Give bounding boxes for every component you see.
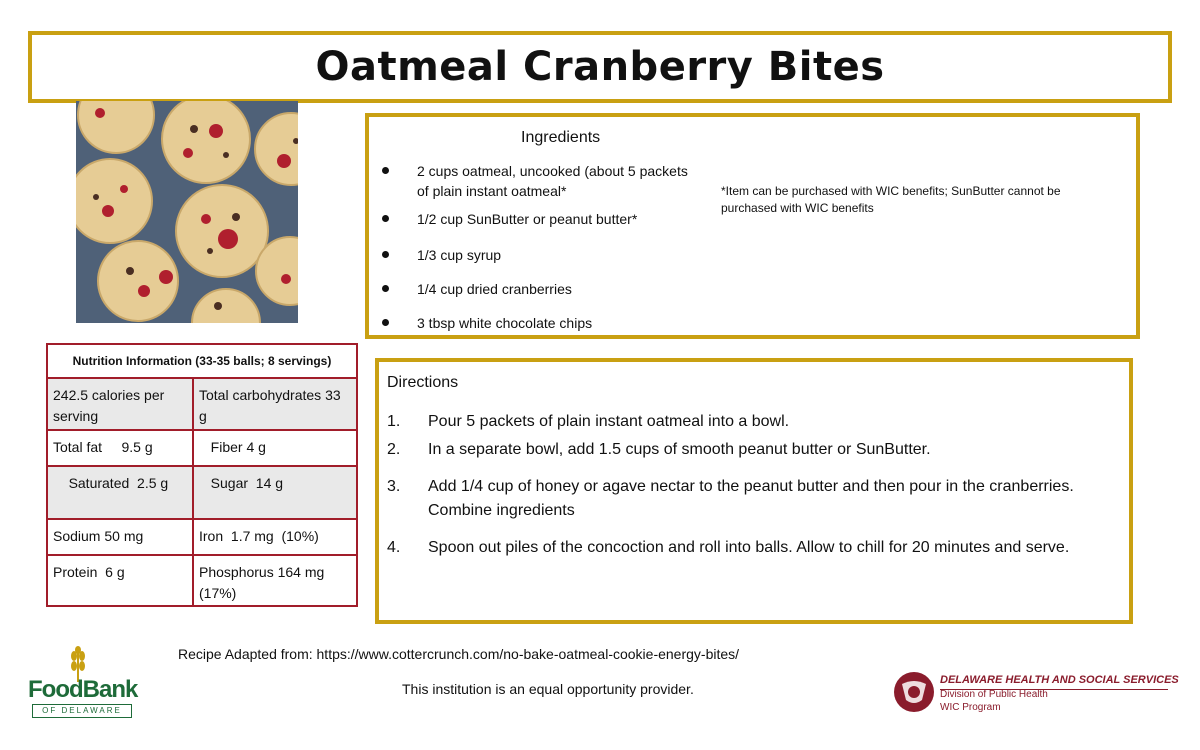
table-cell: Protein 6 g — [48, 556, 194, 605]
table-cell: Sodium 50 mg — [48, 520, 194, 554]
table-cell: Total fat 9.5 g — [48, 431, 194, 465]
ingredient-text: 3 tbsp white chocolate chips — [417, 315, 593, 331]
step-number: 4. — [387, 539, 401, 556]
page-title: Oatmeal Cranberry Bites — [315, 44, 885, 90]
step-number: 3. — [387, 478, 401, 495]
directions-panel — [375, 358, 1133, 624]
dhss-name: DELAWARE HEALTH AND SOCIAL SERVICES — [940, 674, 1179, 686]
foodbank-logo — [28, 646, 136, 718]
table-cell: Total carbohydrates 33 g — [199, 387, 341, 424]
dhss-division: Division of Public Health — [940, 689, 1048, 700]
step-text: In a separate bowl, add 1.5 cups of smooth peanut butter or SunButter. — [428, 441, 931, 458]
title-banner — [28, 31, 1172, 103]
bullet-icon — [382, 215, 389, 222]
ingredient-text: 2 cups oatmeal, uncooked (about 5 packets of plain instant oatmeal* — [417, 163, 688, 199]
ingredient-text: 1/3 cup syrup — [417, 247, 502, 263]
dhss-logo — [892, 668, 1179, 718]
table-row — [48, 556, 356, 605]
foodbank-subtitle: OF DELAWARE — [32, 704, 132, 718]
step-text: Pour 5 packets of plain instant oatmeal into a bowl. — [428, 413, 790, 430]
bullet-icon — [382, 167, 389, 174]
ingredients-heading: Ingredients — [521, 129, 601, 146]
wic-note: *Item can be purchased with WIC benefits; SunButter cannot be purchased with WIC benefits — [721, 184, 1061, 215]
table-row — [48, 467, 356, 520]
nutrition-heading: Nutrition Information (33-35 balls; 8 servings) — [48, 345, 356, 379]
dhss-seal-icon — [892, 670, 936, 714]
step-number: 2. — [387, 441, 401, 458]
recipe-photo — [76, 101, 298, 323]
step-number: 1. — [387, 413, 401, 430]
step-text: Add 1/4 cup of honey or agave nectar to the peanut butter and then pour in the cranberries. Combine ingredients — [428, 478, 1074, 519]
bullet-icon — [382, 251, 389, 258]
table-row — [48, 431, 356, 467]
table-cell: 242.5 calories per serving — [48, 379, 194, 429]
dhss-program: WIC Program — [940, 702, 1001, 713]
recipe-source: Recipe Adapted from: https://www.cottercrunch.com/no-bake-oatmeal-cookie-energy-bites/ — [178, 646, 740, 662]
bullet-icon — [382, 319, 389, 326]
table-row — [48, 520, 356, 556]
table-cell: Saturated 2.5 g — [48, 467, 194, 518]
table-cell: Sugar 14 g — [199, 475, 284, 491]
step-text: Spoon out piles of the concoction and roll into balls. Allow to chill for 20 minutes and serve. — [428, 539, 1070, 556]
ingredient-text: 1/4 cup dried cranberries — [417, 281, 572, 297]
ingredients-panel — [365, 113, 1140, 339]
equal-opportunity-statement: This institution is an equal opportunity provider. — [402, 681, 694, 697]
foodbank-wordmark: FoodBank — [28, 676, 138, 703]
directions-heading: Directions — [387, 374, 459, 391]
nutrition-table — [46, 343, 358, 607]
bullet-icon — [382, 285, 389, 292]
table-cell: Fiber 4 g — [199, 439, 266, 455]
ingredient-text: 1/2 cup SunButter or peanut butter* — [417, 211, 638, 227]
table-cell: Iron 1.7 mg (10%) — [199, 528, 319, 544]
table-cell: Phosphorus 164 mg (17%) — [199, 564, 325, 601]
table-row — [48, 379, 356, 431]
